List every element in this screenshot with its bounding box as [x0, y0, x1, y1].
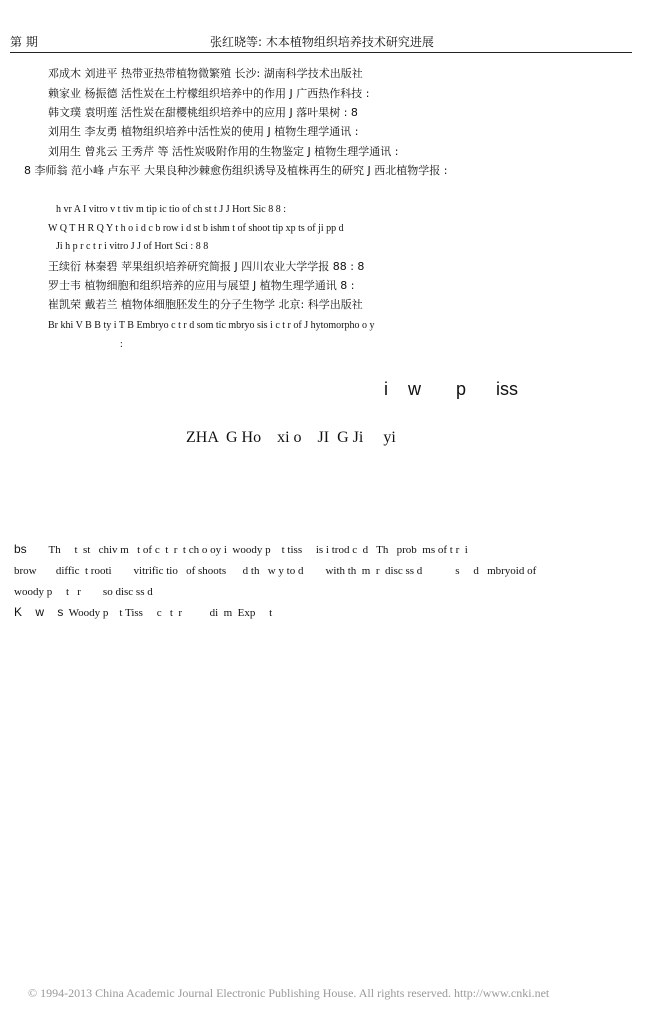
abstract-label: bs — [14, 542, 27, 556]
reference-item: 赖家业 杨振德 活性炭在土柠檬组织培养中的作用 J 广西热作科技 : — [48, 87, 370, 100]
english-title: i w p iss — [384, 379, 519, 399]
abstract-line: woody p t r so disc ss d — [14, 586, 153, 598]
reference-item: 罗士韦 植物细胞和组织培养的应用与展望 J 植物生理学通讯 8 : — [48, 279, 355, 292]
reference-item: 王续衍 林秦碧 苹果组织培养研究简报 J 四川农业大学学报 88 : 8 — [48, 260, 365, 273]
keywords — [14, 605, 272, 620]
issue-label: 第 期 — [10, 35, 38, 49]
keywords-label: K w s — [14, 605, 64, 619]
reference-item: 8 李师翁 范小峰 卢东平 大果良种沙棘愈伤组织诱导及植株再生的研究 J 西北植物学报 : — [24, 164, 448, 177]
running-title: 张红晓等: 木本植物组织培养技术研究进展 — [210, 35, 434, 49]
reference-item: 刘用生 曾兆云 王秀芹 等 活性炭吸附作用的生物鉴定 J 植物生理学通讯 : — [48, 145, 399, 158]
reference-item: W Q T H R Q Y t h o i d c b row i d st b ishm t of shoot tip xp ts of ji pp d — [48, 223, 344, 234]
reference-item: Br khi V B B ty i T B Embryo c t r d som tic mbryo sis i c t r of J hytomorpho o y — [48, 320, 375, 331]
reference-item: 崔凯荣 戴若兰 植物体细胞胚发生的分子生物学 北京: 科学出版社 — [48, 298, 363, 311]
reference-item: 邓成木 刘进平 热带亚热带植物微繁殖 长沙: 湖南科学技术出版社 — [48, 67, 363, 80]
keywords-text: Woody p t Tiss c t r di m Exp t — [68, 607, 273, 619]
page-header — [10, 34, 632, 53]
abstract-line-1 — [14, 542, 468, 557]
english-authors: ZHA G Ho xi o JI G Ji yi — [186, 429, 396, 446]
reference-item: h vr A I vitro v t tiv m tip ic tio of ch st t J J Hort Sic 8 8 : — [56, 204, 286, 215]
abstract-line: brow diffic t rooti vitrific tio of shoots d th w y to d with th m r disc ss d s d mbryoid of — [14, 565, 537, 577]
abstract-text: Th t st chiv m t of c t r t ch o oy i woody p t tiss is i trod c d Th prob ms of t r i — [48, 544, 468, 556]
reference-item: : — [120, 339, 123, 350]
copyright-footer: © 1994-2013 China Academic Journal Electronic Publishing House. All rights reserved. http://www.cnki.net — [28, 986, 550, 1000]
reference-item: 韩文璞 袁明莲 活性炭在甜樱桃组织培养中的应用 J 落叶果树 : 8 — [48, 106, 358, 119]
reference-item: 刘用生 李友勇 植物组织培养中活性炭的使用 J 植物生理学通讯 : — [48, 125, 359, 138]
reference-item: Ji h p r c t r i vitro J J of Hort Sci : 8 8 — [56, 241, 209, 252]
